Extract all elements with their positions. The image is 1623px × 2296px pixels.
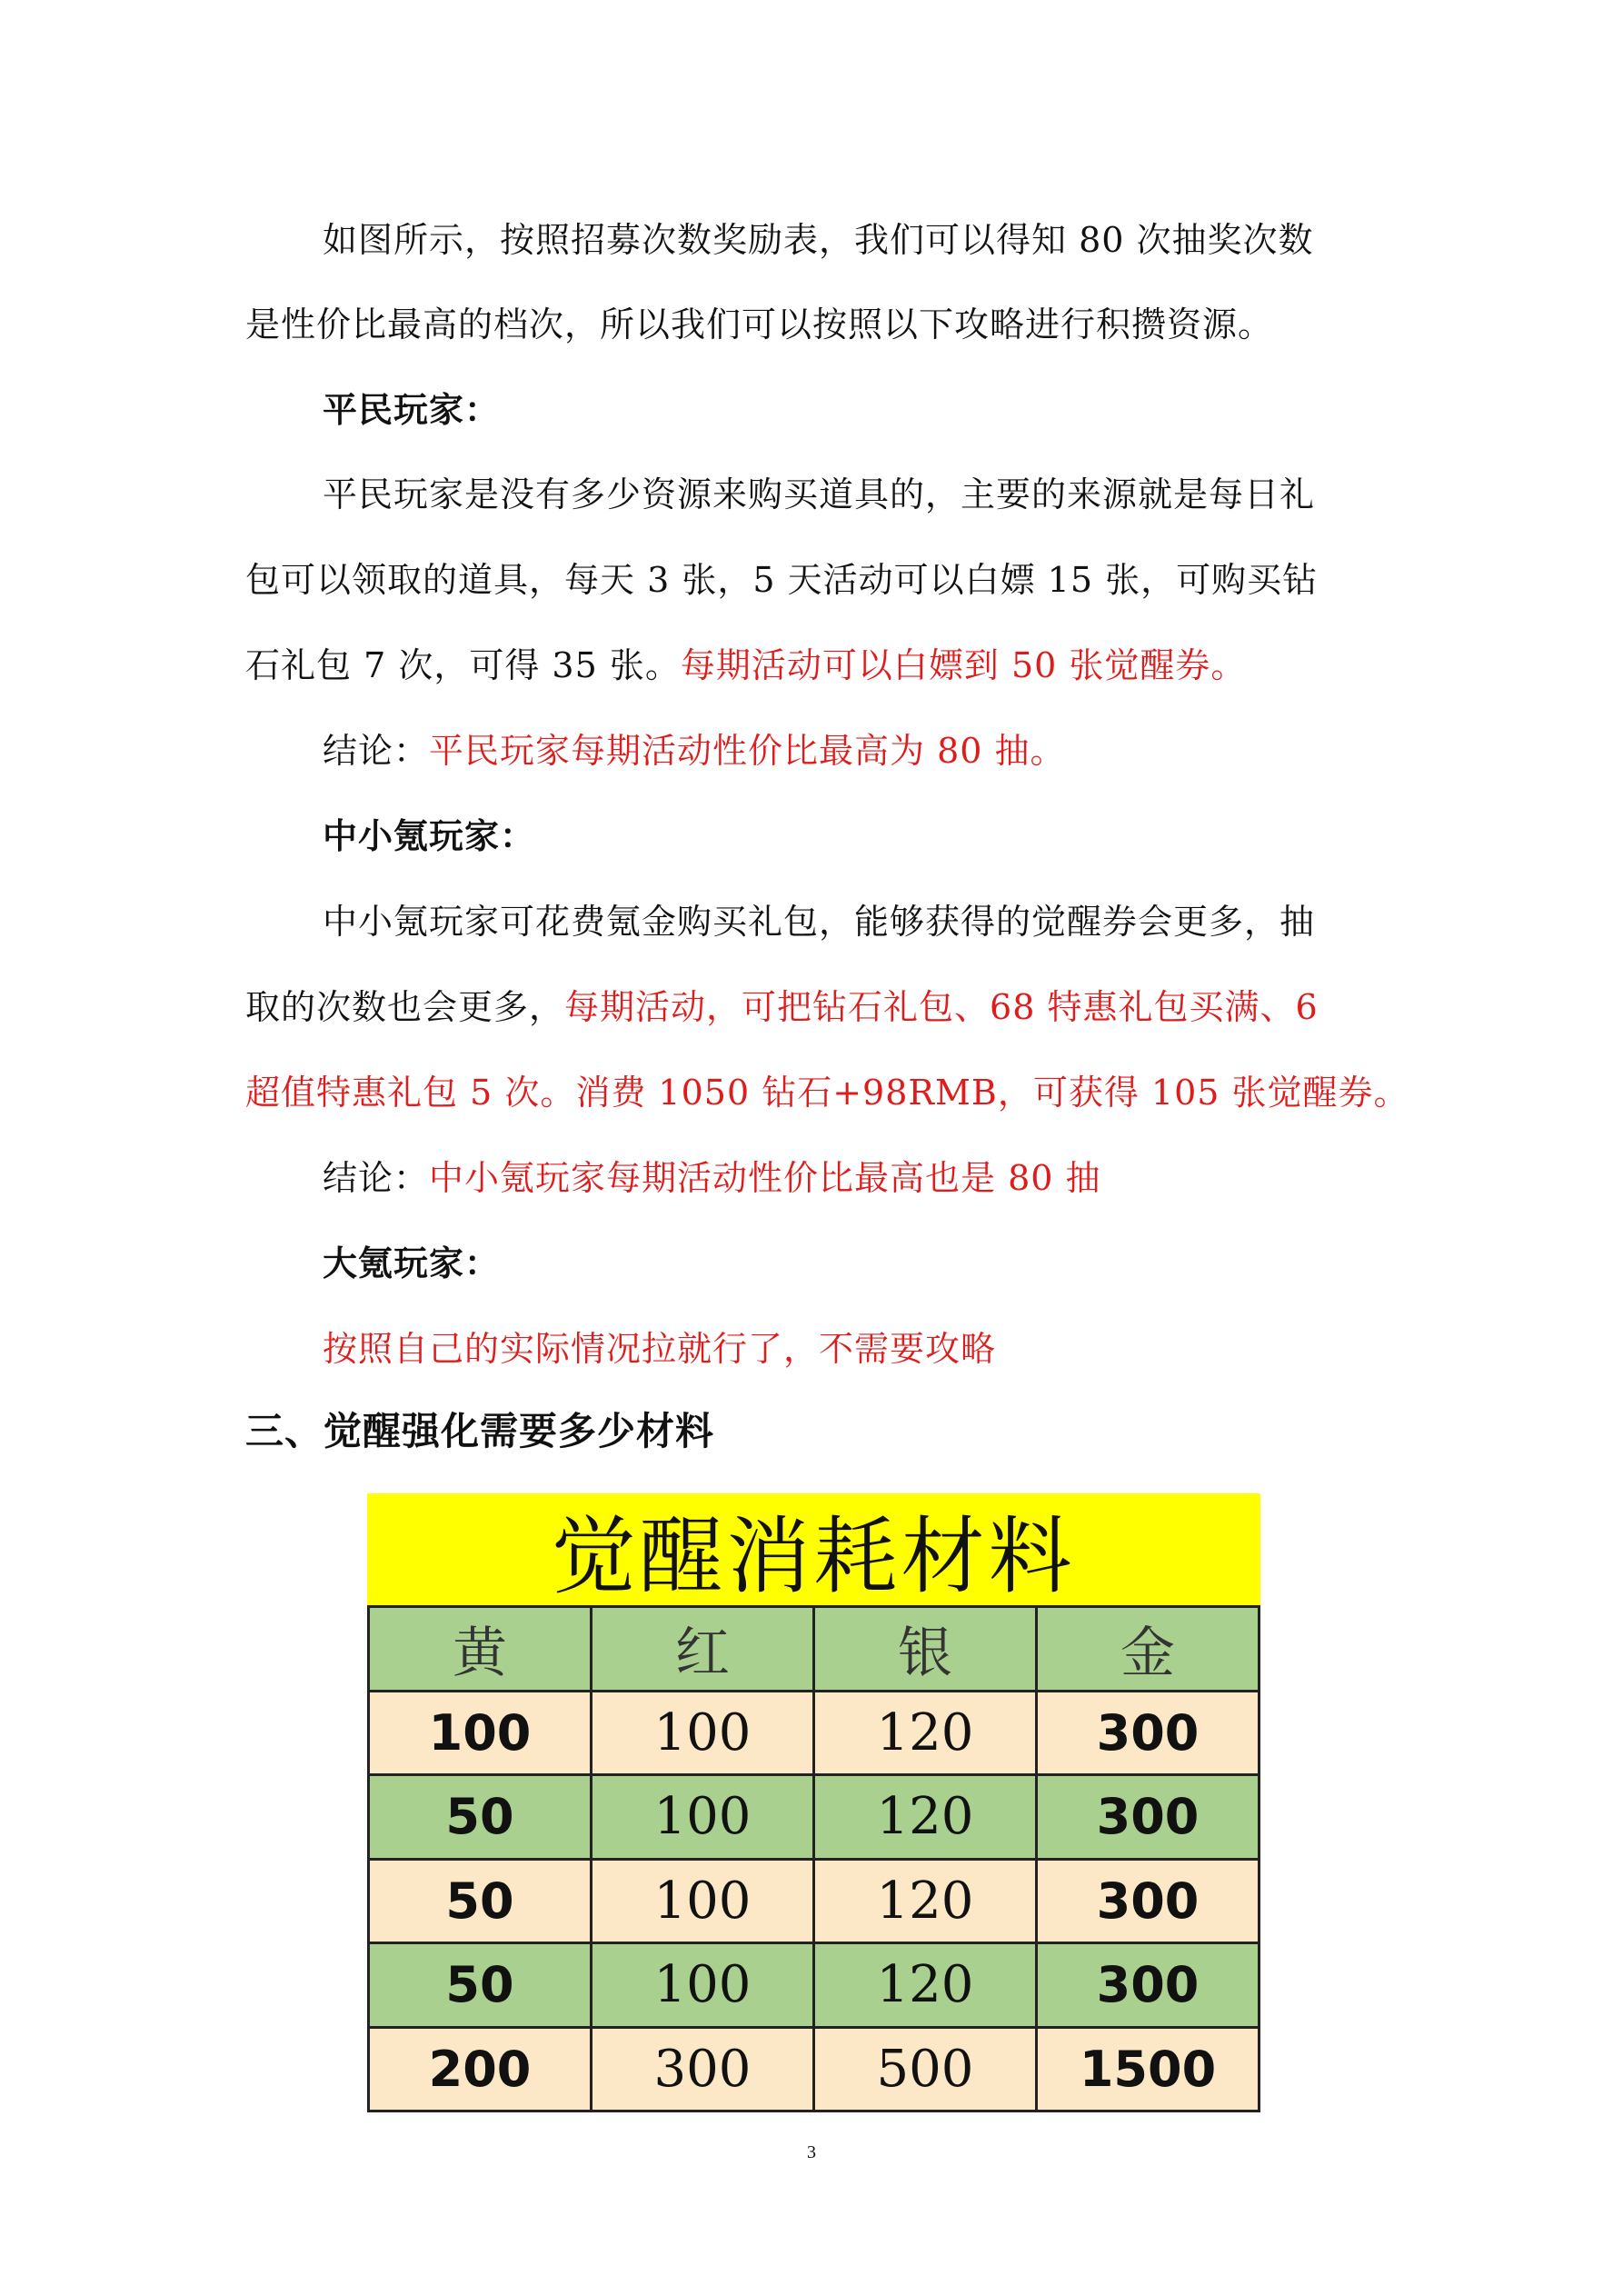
table-cell: 200 xyxy=(370,2029,592,2113)
conclusion-line xyxy=(323,1156,1101,1200)
table-cell: 1500 xyxy=(1038,2029,1260,2113)
table-title: 觉醒消耗材料 xyxy=(367,1493,1260,1605)
paragraph-line: 是性价比最高的档次，所以我们可以按照以下攻略进行积攒资源。 xyxy=(245,304,1274,344)
table-cell: 100 xyxy=(370,1692,592,1777)
table-header-cell: 红 xyxy=(592,1608,815,1692)
table-cell: 500 xyxy=(815,2029,1038,2113)
table-header-cell: 金 xyxy=(1038,1608,1260,1692)
table-cell: 50 xyxy=(370,1776,592,1861)
table-cell: 300 xyxy=(1038,1776,1260,1861)
paragraph-line: 包可以领取的道具，每天 3 张，5 天活动可以白嫖 15 张，可购买钻 xyxy=(245,560,1319,600)
highlight-text: 每期活动可以白嫖到 50 张觉醒券。 xyxy=(680,645,1247,685)
awakening-material-table xyxy=(367,1493,1260,2112)
highlight-line: 按照自己的实际情况拉就行了，不需要攻略 xyxy=(323,1329,997,1369)
table-cell: 50 xyxy=(370,1861,592,1945)
table-cell: 300 xyxy=(1038,1944,1260,2029)
table-header-cell: 黄 xyxy=(370,1608,592,1692)
subheading-small-spender: 中小氪玩家： xyxy=(323,815,536,856)
table-cell: 120 xyxy=(815,1861,1038,1945)
paragraph-text: 取的次数也会更多， xyxy=(245,987,565,1027)
table-cell: 300 xyxy=(592,2029,815,2113)
paragraph-line: 中小氪玩家可花费氪金购买礼包，能够获得的觉醒券会更多，抽 xyxy=(323,902,1316,942)
paragraph-text: 石礼包 7 次，可得 35 张。 xyxy=(245,645,681,685)
paragraph-line: 平民玩家是没有多少资源来购买道具的，主要的来源就是每日礼 xyxy=(323,474,1316,514)
table-cell: 100 xyxy=(592,1861,815,1945)
table-cell: 300 xyxy=(1038,1692,1260,1777)
paragraph-line: 如图所示，按照招募次数奖励表，我们可以得知 80 次抽奖次数 xyxy=(323,220,1314,260)
table-cell: 120 xyxy=(815,1692,1038,1777)
highlight-text: 平民玩家每期活动性价比最高为 80 抽。 xyxy=(429,731,1066,771)
table-header-cell: 银 xyxy=(815,1608,1038,1692)
highlight-text: 每期活动，可把钻石礼包、68 特惠礼包买满、6 xyxy=(564,987,1319,1027)
conclusion-label: 结论： xyxy=(323,1158,430,1198)
conclusion-line xyxy=(323,729,1066,773)
highlight-line: 超值特惠礼包 5 次。消费 1050 钻石+98RMB，可获得 105 张觉醒券。 xyxy=(245,1073,1409,1113)
table-cell: 50 xyxy=(370,1944,592,2029)
table-cell: 300 xyxy=(1038,1861,1260,1945)
paragraph-line xyxy=(245,644,1246,687)
section-heading: 三、觉醒强化需要多少材料 xyxy=(245,1409,715,1453)
table-cell: 100 xyxy=(592,1776,815,1861)
table-cell: 120 xyxy=(815,1944,1038,2029)
subheading-big-spender: 大氪玩家： xyxy=(323,1243,501,1283)
page-number: 3 xyxy=(807,2142,816,2162)
highlight-text: 中小氪玩家每期活动性价比最高也是 80 抽 xyxy=(429,1158,1101,1198)
table-cell: 120 xyxy=(815,1776,1038,1861)
paragraph-line xyxy=(245,985,1319,1029)
table-cell: 100 xyxy=(592,1944,815,2029)
table-cell: 100 xyxy=(592,1692,815,1777)
subheading-civilian: 平民玩家： xyxy=(323,389,501,430)
table-grid xyxy=(367,1605,1260,2112)
conclusion-label: 结论： xyxy=(323,731,430,771)
